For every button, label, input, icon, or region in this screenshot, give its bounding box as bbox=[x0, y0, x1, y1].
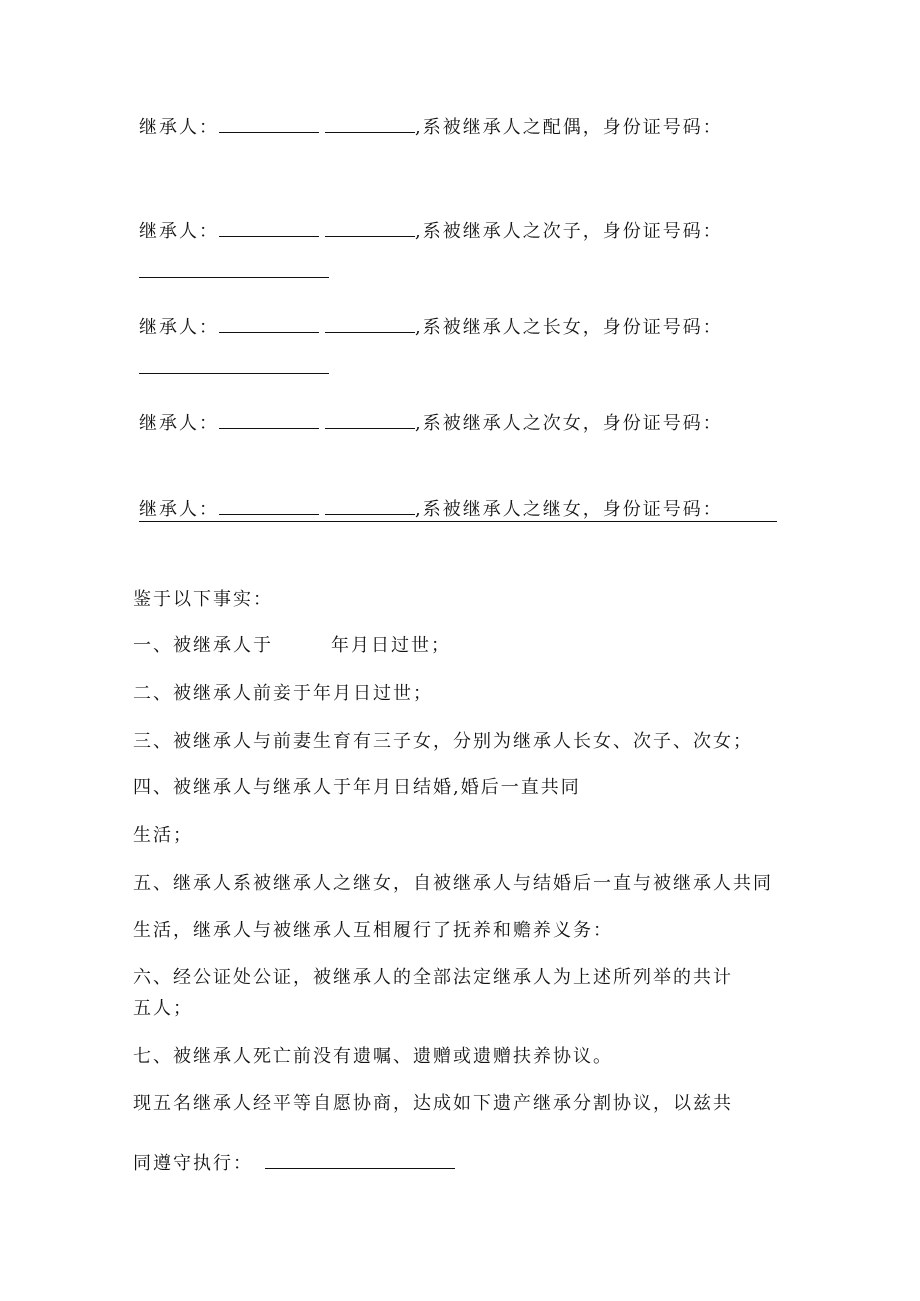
name-blank bbox=[325, 314, 415, 333]
fact-item-4-line-2: 生活； bbox=[133, 825, 193, 846]
heir-label: 继承人： bbox=[139, 221, 219, 242]
facts-intro: 鉴于以下事实： bbox=[133, 589, 273, 610]
name-blank bbox=[219, 114, 319, 133]
fact-item-6-line-2: 五人； bbox=[133, 998, 193, 1019]
fact-item-1 bbox=[133, 634, 451, 658]
name-blank bbox=[325, 114, 415, 133]
fact-item-2: 二、被继承人前妾于年月日过世； bbox=[133, 683, 433, 704]
fact-item-4-line-1: 四、被继承人与继承人于年月日结婚,婚后一直共同 bbox=[133, 777, 581, 798]
name-blank bbox=[325, 410, 415, 429]
closing-line-2 bbox=[133, 1150, 455, 1176]
heir-relation: ,系被继承人之次子，身份证号码： bbox=[415, 221, 723, 242]
fact-item-7: 七、被继承人死亡前没有遗嘱、遗赠或遗赠扶养协议。 bbox=[133, 1046, 613, 1067]
heir-line-stepdaughter bbox=[139, 496, 723, 522]
heir-relation: ,系被继承人之长女，身份证号码： bbox=[415, 317, 723, 338]
fact-item-5-line-1: 五、继承人系被继承人之继女，自被继承人与结婚后一直与被继承人共同 bbox=[133, 873, 773, 894]
fact-item-3: 三、被继承人与前妻生育有三子女，分别为继承人长女、次子、次女； bbox=[133, 731, 753, 752]
heir-line-second-daughter bbox=[139, 410, 723, 436]
heir-label: 继承人： bbox=[139, 413, 219, 434]
heir-relation: ,系被继承人之次女，身份证号码： bbox=[415, 413, 723, 434]
name-blank bbox=[219, 496, 319, 515]
name-blank bbox=[219, 410, 319, 429]
closing-line-1: 现五名继承人经平等自愿协商，达成如下遗产继承分割协议，以兹共 bbox=[133, 1093, 733, 1114]
id-number-blank bbox=[139, 373, 329, 374]
heir-label: 继承人： bbox=[139, 499, 219, 520]
fact-1-part-b: 年月日过世； bbox=[331, 635, 451, 656]
fact-item-6-line-1: 六、经公证处公证，被继承人的全部法定继承人为上述所列举的共计 bbox=[133, 967, 733, 988]
name-blank bbox=[325, 496, 415, 515]
id-number-blank bbox=[139, 521, 777, 522]
heir-relation: ,系被继承人之配偶，身份证号码： bbox=[415, 117, 723, 138]
heir-relation: ,系被继承人之继女，身份证号码： bbox=[415, 499, 723, 520]
heir-line-spouse bbox=[139, 114, 723, 140]
closing-text: 同遵守执行： bbox=[133, 1153, 253, 1174]
name-blank bbox=[325, 218, 415, 237]
heir-line-second-son bbox=[139, 218, 723, 244]
heir-line-eldest-daughter bbox=[139, 314, 723, 340]
name-blank bbox=[219, 314, 319, 333]
id-number-blank bbox=[139, 277, 329, 278]
heir-label: 继承人： bbox=[139, 317, 219, 338]
fact-1-part-a: 一、被继承人于 bbox=[133, 635, 273, 656]
fact-item-5-line-2: 生活，继承人与被继承人互相履行了抚养和赡养义务： bbox=[133, 920, 613, 941]
heir-label: 继承人： bbox=[139, 117, 219, 138]
name-blank bbox=[219, 218, 319, 237]
signature-blank bbox=[265, 1150, 455, 1169]
